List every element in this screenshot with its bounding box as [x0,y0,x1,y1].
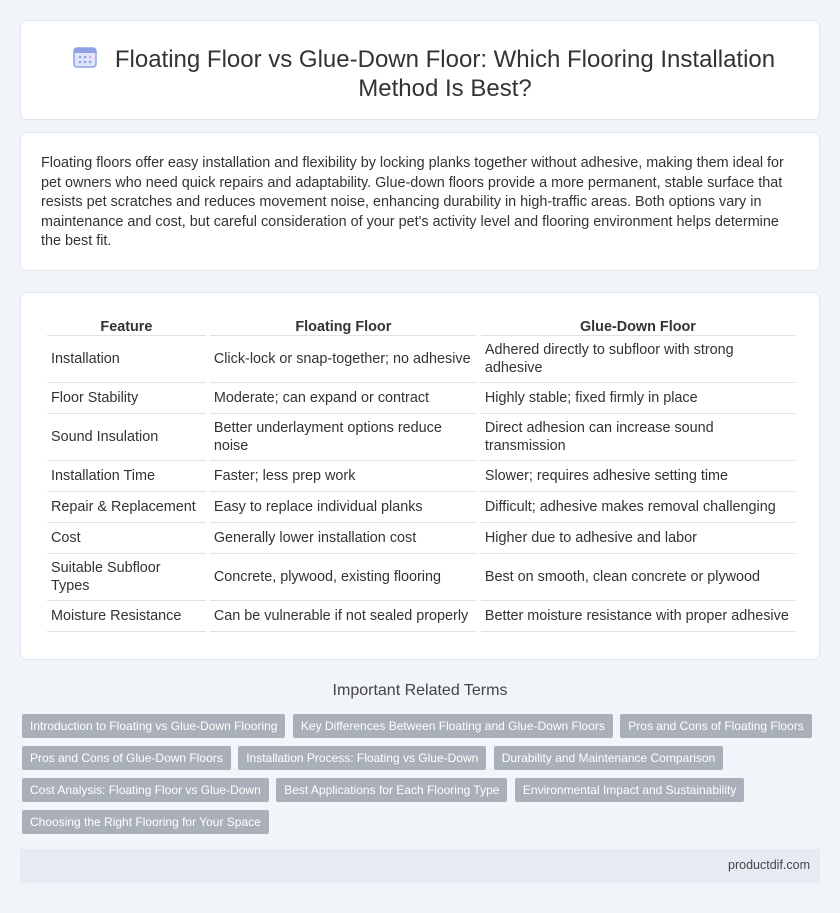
cell-floating: Generally lower installation cost [210,523,477,554]
comparison-table [43,315,799,632]
related-term-tag[interactable]: Introduction to Floating vs Glue-Down Flooring [22,714,285,738]
related-term-tag[interactable]: Best Applications for Each Flooring Type [276,778,507,802]
related-term-tag[interactable]: Pros and Cons of Glue-Down Floors [22,746,231,770]
cell-floating: Can be vulnerable if not sealed properly [210,601,477,632]
table-row [47,336,795,383]
related-term-tag[interactable]: Key Differences Between Floating and Glue-Down Floors [293,714,613,738]
cell-floating: Concrete, plywood, existing flooring [210,554,477,601]
table-row [47,523,795,554]
cell-feature: Repair & Replacement [47,492,206,523]
header-glue-down: Glue-Down Floor [481,315,795,336]
table-header-row [47,315,795,336]
cell-floating: Faster; less prep work [210,461,477,492]
cell-glue-down: Adhered directly to subfloor with strong adhesive [481,336,795,383]
cell-floating: Moderate; can expand or contract [210,383,477,414]
table-row [47,461,795,492]
intro-card [20,132,820,271]
table-row [47,601,795,632]
cell-feature: Floor Stability [47,383,206,414]
cell-glue-down: Higher due to adhesive and labor [481,523,795,554]
related-term-tag[interactable]: Choosing the Right Flooring for Your Space [22,810,269,834]
table-row [47,554,795,601]
related-term-tag[interactable]: Environmental Impact and Sustainability [515,778,744,802]
cell-feature: Suitable Subfloor Types [47,554,206,601]
title-card [20,20,820,120]
cell-glue-down: Better moisture resistance with proper adhesive [481,601,795,632]
intro-text: Floating floors offer easy installation and flexibility by locking planks together without adhesive, making them ideal for pet owners who need quick repairs and adaptability. Glue-down floors provide a more permanent, stable surface that resists pet scratches and reduces movement noise, enhancing durability in high-traffic areas. Both options vary in maintenance and cost, but careful consideration of your pet's activity level and flooring environment helps determine the best fit. [41,155,784,249]
cell-feature: Sound Insulation [47,414,206,461]
cell-feature: Installation Time [47,461,206,492]
header-feature: Feature [47,315,206,336]
table-row [47,492,795,523]
footer [20,849,820,883]
related-term-tag[interactable]: Cost Analysis: Floating Floor vs Glue-Down [22,778,269,802]
related-term-tag[interactable]: Durability and Maintenance Comparison [494,746,723,770]
cell-feature: Installation [47,336,206,383]
page-title: Floating Floor vs Glue-Down Floor: Which Flooring Installation Method Is Best? [114,46,776,102]
cell-glue-down: Difficult; adhesive makes removal challenging [481,492,795,523]
cell-glue-down: Best on smooth, clean concrete or plywood [481,554,795,601]
table-row [47,414,795,461]
cell-glue-down: Highly stable; fixed firmly in place [481,383,795,414]
footer-site-link[interactable]: productdif.com [728,858,810,872]
cell-feature: Cost [47,523,206,554]
cell-floating: Easy to replace individual planks [210,492,477,523]
table-row [47,383,795,414]
related-term-tag[interactable]: Pros and Cons of Floating Floors [620,714,811,738]
cell-feature: Moisture Resistance [47,601,206,632]
related-term-tag[interactable]: Installation Process: Floating vs Glue-Down [238,746,486,770]
related-terms-heading: Important Related Terms [332,682,508,699]
cell-floating: Better underlayment options reduce noise [210,414,477,461]
related-terms-list [22,714,822,842]
cell-glue-down: Direct adhesion can increase sound transmission [481,414,795,461]
cell-floating: Click-lock or snap-together; no adhesive [210,336,477,383]
header-floating: Floating Floor [210,315,477,336]
comparison-card [20,292,820,660]
cell-glue-down: Slower; requires adhesive setting time [481,461,795,492]
